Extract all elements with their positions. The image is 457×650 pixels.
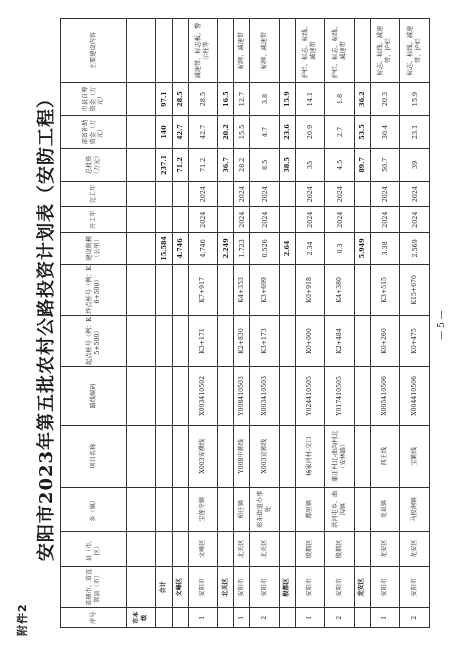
header-start-stake: 起点桩号（例：K5+500） xyxy=(61,315,127,366)
table-row xyxy=(234,19,250,628)
cell-scale: 15.584 xyxy=(156,233,172,265)
cell-route-code xyxy=(279,367,295,426)
cell-scale: 4.746 xyxy=(172,233,188,265)
cell-route-code: Y017410505 xyxy=(325,367,354,426)
cell-town xyxy=(354,487,370,531)
cell-total-investment: 89.7 xyxy=(354,148,370,181)
cell-route-code: Y008410503 xyxy=(234,367,250,426)
cell-subsidy: 53.5 xyxy=(354,116,370,149)
cell-scale: 0.3 xyxy=(325,233,354,265)
cell-start-year xyxy=(156,207,172,233)
cell-route-code: X003410503 xyxy=(250,367,279,426)
page-number: — 5 — xyxy=(437,310,447,340)
cell-start-stake: K0+260 xyxy=(370,315,399,366)
cell-city: 安阳市 xyxy=(250,567,279,608)
cell-county: 北关区 xyxy=(234,531,250,566)
cell-total-investment: 4.5 xyxy=(325,148,354,181)
cell-seq: 2 xyxy=(400,608,430,628)
cell-start-year xyxy=(354,207,370,233)
cell-start-year: 2024 xyxy=(295,207,324,233)
cell-start-year: 2024 xyxy=(400,207,430,233)
cell-start-stake: K2+830 xyxy=(234,315,250,366)
cell-self-funded: 1.8 xyxy=(325,83,354,116)
cell-town: 洪河屯乡、曲沟镇 xyxy=(325,487,354,531)
header-scale: 建设规模（公里） xyxy=(61,233,127,265)
cell-self-funded: 28.5 xyxy=(188,83,217,116)
cell-end-stake xyxy=(172,264,188,315)
cell-end-stake: K4+353 xyxy=(234,264,250,315)
cell-end-stake xyxy=(127,264,156,315)
cell-town: 都里镇 xyxy=(295,487,324,531)
cell-town: 马投涧镇 xyxy=(400,487,430,531)
cell-subsidy: 140 xyxy=(156,116,172,149)
cell-content: 减速带、标志板、警示柱等 xyxy=(188,19,217,83)
cell-subsidy: 30.4 xyxy=(370,116,399,149)
cell-self-funded: 20.3 xyxy=(370,83,399,116)
cell-start-stake xyxy=(172,315,188,366)
header-city: 省辖市、省直管县（市） xyxy=(61,567,127,608)
cell-project-name: 杨家河村-交口 xyxy=(295,425,324,487)
cell-scale: 1.723 xyxy=(234,233,250,265)
cell-end-year: 2024 xyxy=(295,181,324,207)
cell-seq: 1 xyxy=(188,608,217,628)
cell-start-year: 2024 xyxy=(234,207,250,233)
cell-end-year xyxy=(279,181,295,207)
cell-seq xyxy=(172,608,188,628)
cell-seq: 市本级 xyxy=(127,608,156,628)
table-row xyxy=(295,19,324,628)
cell-county xyxy=(127,531,156,566)
cell-end-year: 2024 xyxy=(234,181,250,207)
cell-city: 安阳市 xyxy=(370,567,399,608)
cell-start-stake: K3+171 xyxy=(188,315,217,366)
cell-town xyxy=(127,487,156,531)
cell-content: 标牌、减速带 xyxy=(250,19,279,83)
cell-start-stake: K3+173 xyxy=(250,315,279,366)
cell-end-stake xyxy=(156,264,172,315)
cell-start-year: 2024 xyxy=(325,207,354,233)
cell-end-stake: K7+917 xyxy=(188,264,217,315)
cell-self-funded: 12.7 xyxy=(234,83,250,116)
cell-town xyxy=(172,487,188,531)
cell-county: 殷都区 xyxy=(325,531,354,566)
cell-project-name: 西王线 xyxy=(370,425,399,487)
cell-start-stake: K2+484 xyxy=(325,315,354,366)
cell-scale: 2.34 xyxy=(295,233,324,265)
cell-project-name xyxy=(156,425,172,487)
cell-content: 护栏、标志、标线、减速带 xyxy=(295,19,324,83)
cell-city: 龙安区 xyxy=(354,567,370,608)
cell-content: 标牌、减速带 xyxy=(234,19,250,83)
cell-county xyxy=(172,531,188,566)
cell-city: 文峰区 xyxy=(172,567,188,608)
cell-total-investment xyxy=(127,148,156,181)
cell-start-year: 2024 xyxy=(250,207,279,233)
cell-scale: 2.569 xyxy=(400,233,430,265)
cell-end-year: 2024 xyxy=(400,181,430,207)
table-header-row xyxy=(61,19,127,628)
cell-content xyxy=(127,19,156,83)
cell-seq xyxy=(218,608,234,628)
cell-town xyxy=(156,487,172,531)
cell-route-code xyxy=(354,367,370,426)
cell-total-investment: 38.5 xyxy=(279,148,295,181)
cell-project-name: 蒲正村北-曲沟村北（安林路） xyxy=(325,425,354,487)
cell-city: 安阳市 xyxy=(325,567,354,608)
cell-total-investment: 28.2 xyxy=(234,148,250,181)
header-seq: 序号 xyxy=(61,608,127,628)
header-end-stake: 终点桩号（例：K6+500） xyxy=(61,264,127,315)
header-end-year: 完工年 xyxy=(61,181,127,207)
cell-scale: 3.38 xyxy=(370,233,399,265)
cell-subsidy: 2.7 xyxy=(325,116,354,149)
investment-plan-table xyxy=(60,18,430,628)
cell-scale: 2.249 xyxy=(218,233,234,265)
cell-start-year xyxy=(127,207,156,233)
cell-start-stake xyxy=(156,315,172,366)
summary-row xyxy=(156,19,172,628)
cell-subsidy: 23.6 xyxy=(279,116,295,149)
cell-seq xyxy=(354,608,370,628)
cell-town xyxy=(279,487,295,531)
cell-route-code xyxy=(172,367,188,426)
cell-seq: 1 xyxy=(295,608,324,628)
cell-county xyxy=(279,531,295,566)
cell-county: 北关区 xyxy=(250,531,279,566)
table-row xyxy=(400,19,430,628)
cell-self-funded: 28.5 xyxy=(172,83,188,116)
cell-county: 龙安区 xyxy=(400,531,430,566)
cell-self-funded: 36.2 xyxy=(354,83,370,116)
cell-end-stake: K3+699 xyxy=(250,264,279,315)
summary-row xyxy=(218,19,234,628)
cell-start-stake xyxy=(127,315,156,366)
cell-start-year: 2024 xyxy=(188,207,217,233)
cell-content xyxy=(172,19,188,83)
header-town: 乡（镇） xyxy=(61,487,127,531)
table-body xyxy=(127,19,430,628)
cell-self-funded xyxy=(127,83,156,116)
cell-end-stake xyxy=(218,264,234,315)
cell-town: 宝莲寺镇 xyxy=(188,487,217,531)
cell-end-stake: K4+380 xyxy=(325,264,354,315)
cell-town xyxy=(218,487,234,531)
header-subsidy: 部省补助资金（万元） xyxy=(61,116,127,149)
cell-county xyxy=(354,531,370,566)
cell-subsidy: 42.7 xyxy=(188,116,217,149)
cell-scale xyxy=(127,233,156,265)
cell-self-funded: 16.5 xyxy=(218,83,234,116)
cell-city: 安阳市 xyxy=(400,567,430,608)
cell-seq: 1 xyxy=(234,608,250,628)
cell-project-name: Y008中韩线 xyxy=(234,425,250,487)
cell-county: 殷都区 xyxy=(295,531,324,566)
cell-end-year: 2024 xyxy=(370,181,399,207)
cell-city: 安阳市 xyxy=(188,567,217,608)
cell-project-name xyxy=(172,425,188,487)
cell-county xyxy=(218,531,234,566)
cell-project-name: X003安濮线 xyxy=(188,425,217,487)
cell-route-code xyxy=(218,367,234,426)
cell-end-year: 2024 xyxy=(325,181,354,207)
cell-self-funded: 97.1 xyxy=(156,83,172,116)
cell-end-stake xyxy=(354,264,370,315)
cell-end-year xyxy=(156,181,172,207)
cell-end-stake: K0+918 xyxy=(295,264,324,315)
cell-start-year xyxy=(218,207,234,233)
cell-end-year xyxy=(127,181,156,207)
summary-row xyxy=(127,19,156,628)
cell-total-investment: 35 xyxy=(295,148,324,181)
cell-scale: 4.746 xyxy=(188,233,217,265)
cell-subsidy: 4.7 xyxy=(250,116,279,149)
table-row xyxy=(370,19,399,628)
cell-town: 彰东街道办事处 xyxy=(250,487,279,531)
cell-city: 合计 xyxy=(156,567,172,608)
cell-scale: 0.526 xyxy=(250,233,279,265)
cell-start-stake xyxy=(354,315,370,366)
cell-project-name xyxy=(354,425,370,487)
header-start-year: 开工年 xyxy=(61,207,127,233)
cell-project-name: X003宣郭线 xyxy=(250,425,279,487)
cell-self-funded: 14.1 xyxy=(295,83,324,116)
cell-county: 文峰区 xyxy=(188,531,217,566)
cell-route-code: X005410506 xyxy=(370,367,399,426)
cell-project-name xyxy=(279,425,295,487)
cell-content: 标志、标线、减速带、护栏 xyxy=(400,19,430,83)
cell-content xyxy=(354,19,370,83)
cell-seq: 2 xyxy=(250,608,279,628)
cell-end-stake: K3+515 xyxy=(370,264,399,315)
table-row xyxy=(188,19,217,628)
cell-start-stake xyxy=(218,315,234,366)
cell-total-investment: 50.7 xyxy=(370,148,399,181)
cell-end-year xyxy=(354,181,370,207)
cell-project-name xyxy=(127,425,156,487)
cell-start-year: 2024 xyxy=(370,207,399,233)
cell-total-investment: 71.2 xyxy=(172,148,188,181)
cell-start-year xyxy=(279,207,295,233)
cell-end-year: 2024 xyxy=(188,181,217,207)
table-row xyxy=(250,19,279,628)
cell-subsidy: 20.9 xyxy=(295,116,324,149)
cell-project-name xyxy=(218,425,234,487)
cell-total-investment: 8.5 xyxy=(250,148,279,181)
cell-town: 龙泉镇 xyxy=(370,487,399,531)
cell-subsidy: 15.5 xyxy=(234,116,250,149)
cell-start-stake: K0+475 xyxy=(400,315,430,366)
cell-city: 北关区 xyxy=(218,567,234,608)
cell-seq xyxy=(156,608,172,628)
cell-content: 标志、标线、减速带、护栏 xyxy=(370,19,399,83)
cell-route-code: X004410506 xyxy=(400,367,430,426)
cell-city: 安阳市 xyxy=(295,567,324,608)
cell-route-code xyxy=(127,367,156,426)
cell-seq: 2 xyxy=(325,608,354,628)
cell-route-code: Y024410505 xyxy=(295,367,324,426)
header-route-code: 路线编码 xyxy=(61,367,127,426)
cell-start-year xyxy=(172,207,188,233)
cell-subsidy xyxy=(127,116,156,149)
cell-scale: 5.949 xyxy=(354,233,370,265)
header-self-funded: 市县自筹资金（万元） xyxy=(61,83,127,116)
cell-start-stake: K0+000 xyxy=(295,315,324,366)
cell-project-name: 宝勤线 xyxy=(400,425,430,487)
cell-start-stake xyxy=(279,315,295,366)
cell-city xyxy=(127,567,156,608)
cell-county xyxy=(156,531,172,566)
attachment-label: 附件2 xyxy=(16,603,29,636)
cell-seq: 1 xyxy=(370,608,399,628)
cell-end-year xyxy=(172,181,188,207)
cell-county: 龙安区 xyxy=(370,531,399,566)
cell-end-stake: K15+670 xyxy=(400,264,430,315)
cell-town: 柏庄镇 xyxy=(234,487,250,531)
header-content: 主要建设内容 xyxy=(61,19,127,83)
cell-content xyxy=(218,19,234,83)
header-total-investment: 总投资（万元） xyxy=(61,148,127,181)
cell-scale: 2.64 xyxy=(279,233,295,265)
summary-row xyxy=(354,19,370,628)
table-row xyxy=(325,19,354,628)
cell-subsidy: 20.2 xyxy=(218,116,234,149)
cell-self-funded: 3.8 xyxy=(250,83,279,116)
cell-content: 护栏、标志、标线、减速带 xyxy=(325,19,354,83)
header-county: 县（市、区） xyxy=(61,531,127,566)
cell-city: 殷都区 xyxy=(279,567,295,608)
cell-total-investment: 36.7 xyxy=(218,148,234,181)
cell-total-investment: 39 xyxy=(400,148,430,181)
cell-total-investment: 71.2 xyxy=(188,148,217,181)
cell-end-stake xyxy=(279,264,295,315)
header-project-name: 项目名称 xyxy=(61,425,127,487)
cell-self-funded: 15.9 xyxy=(400,83,430,116)
page-title: 安阳市2023年第五批农村公路投资计划表（安防工程） xyxy=(36,88,57,562)
cell-subsidy: 23.1 xyxy=(400,116,430,149)
cell-seq xyxy=(279,608,295,628)
cell-total-investment: 237.1 xyxy=(156,148,172,181)
cell-city: 安阳市 xyxy=(234,567,250,608)
cell-end-year: 2024 xyxy=(250,181,279,207)
cell-content xyxy=(156,19,172,83)
summary-row xyxy=(279,19,295,628)
cell-route-code xyxy=(156,367,172,426)
cell-content xyxy=(279,19,295,83)
cell-self-funded: 15.9 xyxy=(279,83,295,116)
summary-row xyxy=(172,19,188,628)
cell-route-code: X003410502 xyxy=(188,367,217,426)
cell-end-year xyxy=(218,181,234,207)
cell-subsidy: 42.7 xyxy=(172,116,188,149)
